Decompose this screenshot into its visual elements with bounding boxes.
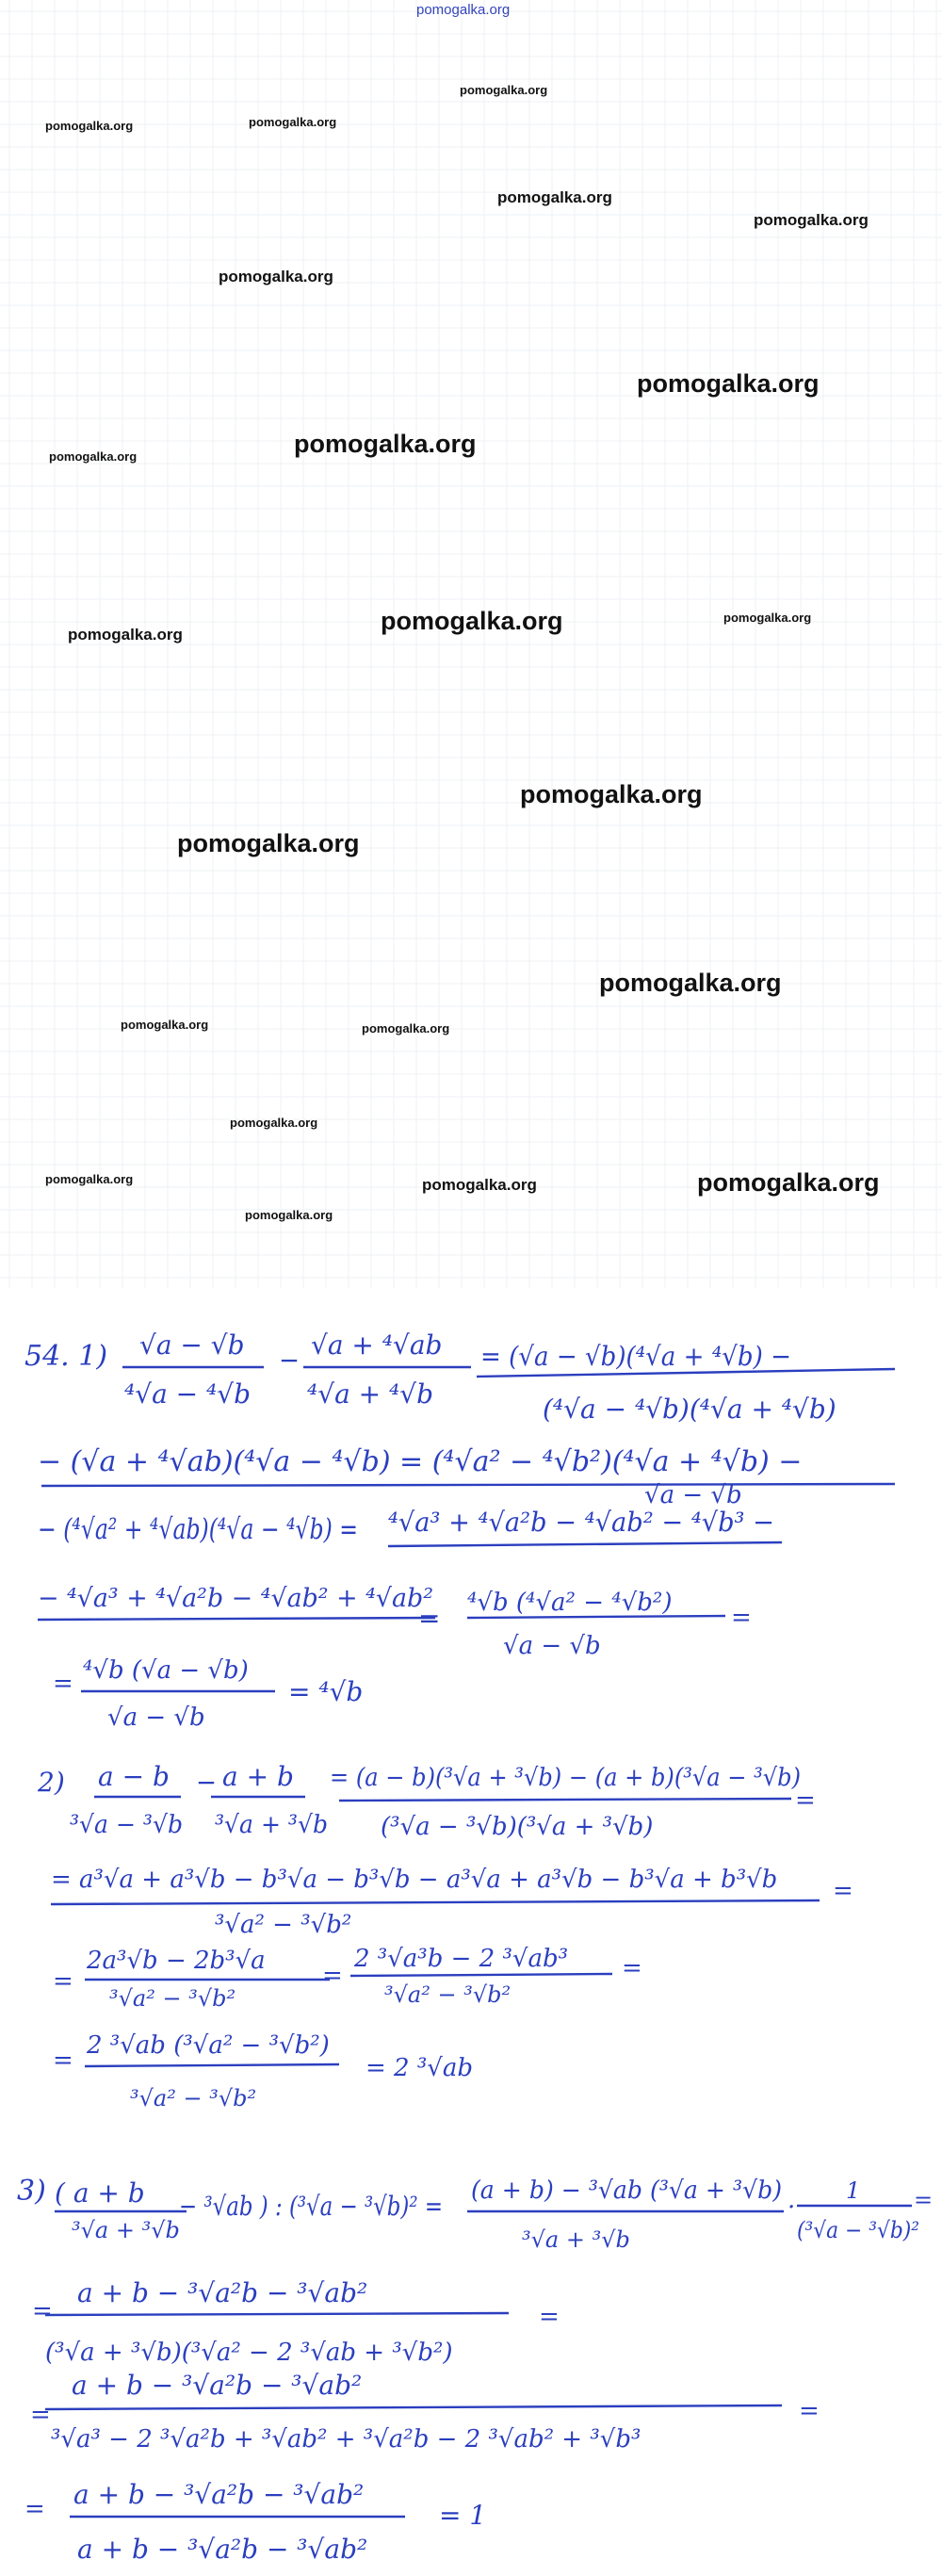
watermark: pomogalka.org xyxy=(637,369,820,398)
fraction-bar xyxy=(41,1484,895,1486)
handwritten-line: √a − √b xyxy=(503,1632,601,1660)
fraction-bar xyxy=(350,1974,612,1976)
handwritten-line: ⁴√b (⁴√a² − ⁴√b²) xyxy=(467,1589,673,1617)
handwritten-line: − (⁴√a² + ⁴√ab)(⁴√a − ⁴√b) = xyxy=(38,1513,358,1546)
handwritten-line: a + b − ³√a²b − ³√ab² xyxy=(72,2370,363,2401)
handwritten-line: 2 ³√ab (³√a² − ³√b²) xyxy=(87,2031,330,2060)
watermark: pomogalka.org xyxy=(45,119,134,133)
watermark: pomogalka.org xyxy=(294,430,477,458)
handwritten-line: = xyxy=(53,1670,73,1698)
handwritten-line: ³√a² − ³√b² xyxy=(109,1985,236,2012)
handwritten-line: a − b xyxy=(98,1761,170,1792)
fraction-bar xyxy=(388,1542,782,1546)
watermark: pomogalka.org xyxy=(381,607,563,635)
handwritten-line: − xyxy=(279,1345,300,1376)
handwritten-line: ³√a + ³√b xyxy=(215,1811,328,1839)
handwritten-line: − ⁴√a³ + ⁴√a²b − ⁴√ab² + ⁴√ab² xyxy=(38,1584,433,1613)
handwritten-line: (⁴√a − ⁴√b)(⁴√a + ⁴√b) xyxy=(543,1394,836,1425)
handwritten-line: = xyxy=(53,1967,73,1996)
handwritten-line: ⁴√a³ + ⁴√a²b − ⁴√ab² − ⁴√b³ − xyxy=(388,1507,774,1538)
watermark: pomogalka.org xyxy=(460,83,548,97)
watermark: pomogalka.org xyxy=(45,1172,134,1186)
watermark: pomogalka.org xyxy=(422,1176,537,1194)
handwritten-line: ³√a² − ³√b² xyxy=(215,1911,352,1939)
handwritten-line: √a + ⁴√ab xyxy=(311,1329,443,1361)
fraction-bar xyxy=(38,1618,435,1620)
handwritten-line: = xyxy=(32,2297,53,2325)
watermark: pomogalka.org xyxy=(219,268,333,285)
handwritten-line: = (a − b)(³√a + ³√b) − (a + b)(³√a − ³√b) xyxy=(330,1764,801,1792)
handwritten-line: ⁴√a + ⁴√b xyxy=(307,1378,434,1410)
handwritten-line: 3) xyxy=(17,2175,46,2208)
handwritten-line: = a³√a + a³√b − b³√a − b³√b − a³√a + a³√b − b³√a + b³√b xyxy=(51,1866,778,1894)
handwritten-line: a + b − ³√a²b − ³√ab² xyxy=(77,2534,368,2565)
handwritten-line: = (√a − √b)(⁴√a + ⁴√b) − xyxy=(480,1341,791,1372)
handwritten-line: = 1 xyxy=(439,2500,487,2531)
handwritten-line: = xyxy=(799,2397,820,2425)
watermark: pomogalka.org xyxy=(49,449,138,464)
handwritten-solution xyxy=(0,1292,942,2576)
handwritten-line: ( a + b xyxy=(55,2177,145,2209)
watermark: pomogalka.org xyxy=(245,1208,333,1222)
handwritten-line: ³√a + ³√b xyxy=(522,2226,630,2253)
handwritten-line: − ³√ab ) : (³√a − ³√b)² = xyxy=(179,2191,443,2222)
handwritten-line: √a − √b xyxy=(107,1704,205,1732)
handwritten-line: = xyxy=(30,2401,51,2429)
handwritten-line: = xyxy=(622,1954,642,1982)
watermark: pomogalka.org xyxy=(497,188,612,206)
handwritten-line: ³√a − ³√b xyxy=(70,1811,183,1839)
watermark: pomogalka.org xyxy=(121,1018,209,1032)
handwritten-line: = xyxy=(539,2303,560,2331)
handwritten-line: = ⁴√b xyxy=(288,1676,364,1707)
handwritten-line: = xyxy=(24,2495,45,2523)
handwritten-line: = xyxy=(418,1603,441,1634)
handwritten-line: √a − √b xyxy=(644,1481,742,1509)
watermark: pomogalka.org xyxy=(68,626,183,644)
handwritten-line: 1 xyxy=(846,2177,861,2204)
watermark: pomogalka.org xyxy=(697,1168,880,1197)
handwritten-line: ³√a² − ³√b² xyxy=(130,2085,257,2111)
handwritten-line: a + b xyxy=(222,1761,294,1792)
handwritten-line: 2) xyxy=(38,1767,65,1798)
handwritten-line: (³√a − ³√b)(³√a + ³√b) xyxy=(381,1813,654,1841)
watermark: pomogalka.org xyxy=(599,969,782,997)
handwritten-line: = xyxy=(833,1877,853,1905)
handwritten-line: a + b − ³√a²b − ³√ab² xyxy=(77,2277,368,2308)
watermark: pomogalka.org xyxy=(362,1021,450,1035)
handwritten-line: ³√a³ − 2 ³√a²b + ³√ab² + ³√a²b − 2 ³√ab² + ³√b³ xyxy=(51,2425,642,2454)
fraction-bar xyxy=(85,2064,339,2066)
handwritten-line: 2 ³√a³b − 2 ³√ab³ xyxy=(354,1945,569,1973)
watermark: pomogalka.org xyxy=(520,780,703,808)
handwritten-line: 2a³√b − 2b³√a xyxy=(87,1947,266,1975)
fraction-bar xyxy=(339,1799,791,1801)
site-header: pomogalka.org xyxy=(416,2,511,18)
handwritten-line: 54. 1) xyxy=(24,1340,108,1373)
handwritten-line: (³√a − ³√b)² xyxy=(797,2217,919,2243)
handwritten-line: = xyxy=(731,1604,752,1632)
handwritten-line: ⁴√a − ⁴√b xyxy=(124,1378,252,1410)
handwritten-line: · xyxy=(788,2193,796,2222)
watermark: pomogalka.org xyxy=(754,211,869,229)
fraction-bar xyxy=(51,1900,820,1904)
handwritten-line: ³√a + ³√b xyxy=(72,2217,180,2243)
fraction-bar xyxy=(45,2313,509,2315)
watermark: pomogalka.org xyxy=(230,1116,318,1130)
handwritten-line: = xyxy=(322,1962,343,1990)
watermark: pomogalka.org xyxy=(249,115,337,129)
handwritten-line: = xyxy=(53,2046,73,2075)
handwritten-line: ³√a² − ³√b² xyxy=(384,1981,512,2008)
watermark: pomogalka.org xyxy=(723,611,812,625)
handwritten-line: a + b − ³√a²b − ³√ab² xyxy=(73,2479,365,2510)
handwritten-line: (a + b) − ³√ab (³√a + ³√b) xyxy=(471,2177,782,2205)
handwritten-line: − (√a + ⁴√ab)(⁴√a − ⁴√b) = (⁴√a² − ⁴√b²)(⁴√a + ⁴√b) − xyxy=(38,1445,803,1478)
handwritten-line: = xyxy=(795,1786,816,1815)
handwritten-line: = 2 ³√ab xyxy=(365,2054,473,2082)
handwritten-line: − xyxy=(196,1767,217,1798)
handwritten-line: (³√a + ³√b)(³√a² − 2 ³√ab + ³√b²) xyxy=(45,2339,453,2367)
fraction-bar xyxy=(45,2405,782,2409)
handwritten-line: ⁴√b (√a − √b) xyxy=(83,1656,249,1685)
handwritten-line: = xyxy=(914,2187,934,2213)
watermark: pomogalka.org xyxy=(177,829,360,857)
handwritten-line: √a − √b xyxy=(139,1329,245,1361)
